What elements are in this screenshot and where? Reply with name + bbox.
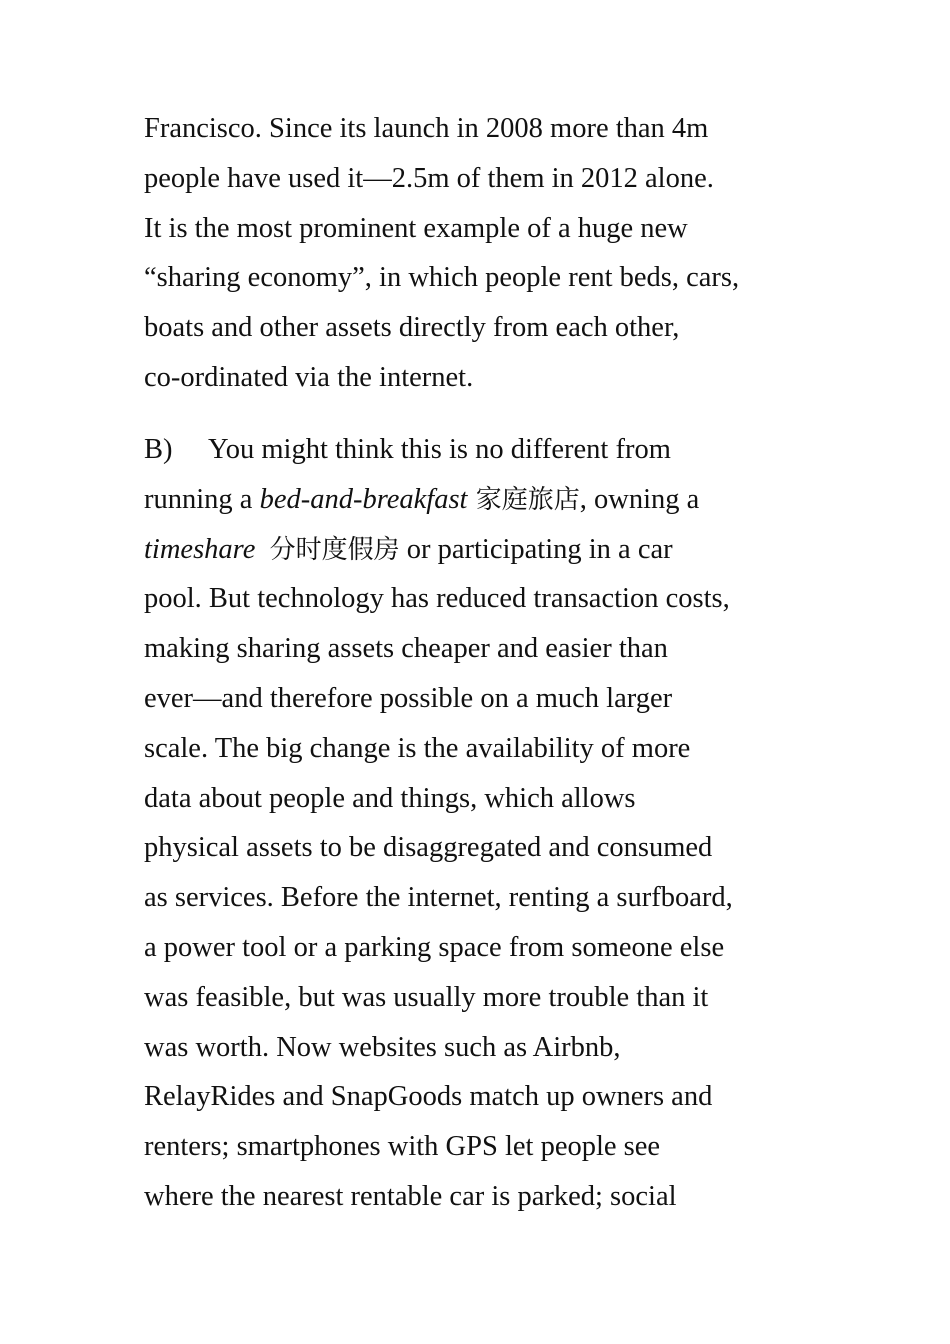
text-line: RelayRides and SnapGoods match up owners and — [144, 1081, 713, 1113]
line-text: running a — [144, 483, 260, 515]
text-line: It is the most prominent example of a huge new — [144, 212, 688, 244]
line-text: You might think this is no different from — [208, 434, 671, 465]
text-line: renters; smartphones with GPS let people see — [144, 1131, 661, 1163]
line-text: , owning a — [579, 483, 700, 515]
text-line: people have used it—2.5m of them in 2012 alone. — [144, 162, 714, 194]
text-line: ever—and therefore possible on a much larger — [144, 682, 673, 714]
paragraph-b — [144, 425, 844, 1222]
text-line: making sharing assets cheaper and easier than — [144, 633, 668, 665]
text-line: Francisco. Since its launch in 2008 more than 4m — [144, 113, 709, 144]
text-line: a power tool or a parking space from someone else — [144, 931, 725, 963]
text-line: co-ordinated via the internet. — [144, 361, 474, 393]
text-line — [144, 525, 844, 575]
text-line: physical assets to be disaggregated and consumed — [144, 832, 713, 864]
text-line: as services. Before the internet, renting a surfboard, — [144, 882, 733, 914]
term-bed-and-breakfast: bed-and-breakfast — [259, 483, 468, 515]
text-line: was feasible, but was usually more trouble than it — [144, 981, 709, 1013]
text-line: scale. The big change is the availability of more — [144, 732, 691, 764]
text-line: pool. But technology has reduced transaction costs, — [144, 583, 730, 615]
line-text: or participating in a car — [399, 533, 673, 565]
text-line: data about people and things, which allows — [144, 782, 636, 814]
text-line: where the nearest rentable car is parked; social — [144, 1180, 677, 1212]
term-gloss-chinese: 家庭旅店 — [467, 484, 580, 515]
paragraph-a — [144, 104, 844, 403]
paragraph-marker: B) — [144, 434, 173, 465]
text-line: boats and other assets directly from each other, — [144, 312, 680, 344]
text-line: “sharing economy”, in which people rent beds, cars, — [144, 262, 740, 294]
text-line: was worth. Now websites such as Airbnb, — [144, 1031, 621, 1063]
text-line — [144, 425, 844, 475]
term-timeshare: timeshare — [144, 533, 256, 565]
term-gloss-chinese: 分时度假房 — [269, 534, 400, 565]
text-line — [144, 475, 844, 525]
